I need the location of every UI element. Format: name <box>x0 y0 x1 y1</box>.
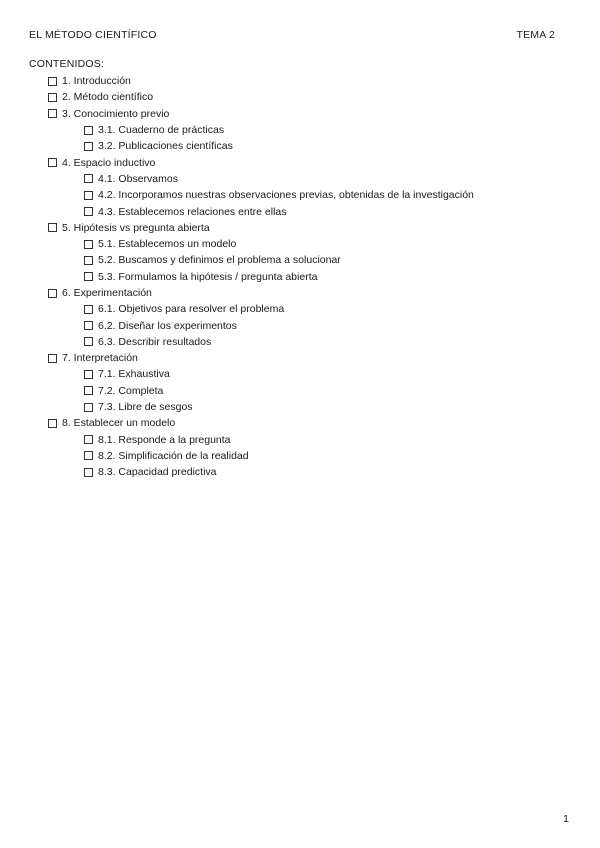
toc-subsection <box>0 432 600 448</box>
checkbox[interactable] <box>84 468 93 477</box>
checkbox[interactable] <box>84 386 93 395</box>
checkbox[interactable] <box>84 240 93 249</box>
page-number: 1 <box>563 813 569 825</box>
checkbox[interactable] <box>48 158 57 167</box>
toc-item-label: 4. Espacio inductivo <box>62 156 156 169</box>
toc-subsection <box>0 203 600 219</box>
toc-subsection <box>0 252 600 268</box>
toc-item-label: 1. Introducción <box>62 75 131 88</box>
checkbox[interactable] <box>84 321 93 330</box>
checkbox[interactable] <box>84 191 93 200</box>
checkbox[interactable] <box>48 109 57 118</box>
toc-section <box>0 73 600 89</box>
contents-heading: CONTENIDOS: <box>29 58 105 70</box>
toc-item-label: 8.3. Capacidad predictiva <box>98 466 217 479</box>
toc-subsection <box>0 122 600 138</box>
toc-item-label: 5.1. Establecemos un modelo <box>98 238 237 251</box>
toc-section <box>0 220 600 236</box>
toc-item-label: 5.2. Buscamos y definimos el problema a solucionar <box>98 254 341 267</box>
toc-item-label: 7.3. Libre de sesgos <box>98 401 193 414</box>
toc-section <box>0 415 600 431</box>
checkbox[interactable] <box>84 435 93 444</box>
checkbox[interactable] <box>84 370 93 379</box>
toc-subsection <box>0 138 600 154</box>
checkbox[interactable] <box>84 126 93 135</box>
toc-section <box>0 154 600 170</box>
toc-item-label: 3.1. Cuaderno de prácticas <box>98 124 225 137</box>
toc-subsection <box>0 301 600 317</box>
toc-item-label: 6.3. Describir resultados <box>98 335 212 348</box>
toc-item-label: 2. Método científico <box>62 91 154 104</box>
toc-subsection <box>0 171 600 187</box>
checkbox[interactable] <box>48 354 57 363</box>
page-header <box>29 29 555 43</box>
checkbox[interactable] <box>84 337 93 346</box>
toc-item-label: 8.2. Simplificación de la realidad <box>98 449 249 462</box>
checkbox[interactable] <box>48 77 57 86</box>
toc-subsection <box>0 464 600 480</box>
checkbox[interactable] <box>84 403 93 412</box>
toc-item-label: 7.1. Exhaustiva <box>98 368 170 381</box>
toc-subsection <box>0 269 600 285</box>
checkbox[interactable] <box>84 174 93 183</box>
toc-subsection <box>0 317 600 333</box>
toc-subsection <box>0 334 600 350</box>
toc-section <box>0 350 600 366</box>
toc-subsection <box>0 236 600 252</box>
toc-subsection <box>0 366 600 382</box>
topic-label: TEMA 2 <box>516 29 555 41</box>
toc-item-label: 5.3. Formulamos la hipótesis / pregunta abierta <box>98 270 318 283</box>
toc-item-label: 6. Experimentación <box>62 287 152 299</box>
checkbox[interactable] <box>48 223 57 232</box>
toc-item-label: 3. Conocimiento previo <box>62 107 170 120</box>
checkbox[interactable] <box>84 142 93 151</box>
toc-subsection <box>0 399 600 415</box>
toc-item-label: 7. Interpretación <box>62 352 138 365</box>
table-of-contents <box>0 73 600 480</box>
checkbox[interactable] <box>84 272 93 281</box>
toc-subsection <box>0 448 600 464</box>
checkbox[interactable] <box>48 419 57 428</box>
toc-item-label: 4.1. Observamos <box>98 172 178 185</box>
toc-item-label: 3.2. Publicaciones científicas <box>98 140 233 153</box>
checkbox[interactable] <box>84 256 93 265</box>
toc-section <box>0 89 600 105</box>
document-title: EL MÉTODO CIENTÍFICO <box>29 29 157 41</box>
toc-item-label: 4.3. Establecemos relaciones entre ellas <box>98 205 287 218</box>
toc-item-label: 4.2. Incorporamos nuestras observaciones previas, obtenidas de la investigación <box>98 189 474 202</box>
toc-item-label: 6.1. Objetivos para resolver el problema <box>98 303 285 316</box>
toc-section <box>0 106 600 122</box>
toc-subsection <box>0 187 600 203</box>
checkbox[interactable] <box>84 207 93 216</box>
toc-subsection <box>0 383 600 399</box>
checkbox[interactable] <box>48 93 57 102</box>
toc-item-label: 7.2. Completa <box>98 384 164 397</box>
checkbox[interactable] <box>48 289 57 298</box>
toc-item-label: 6.2. Diseñar los experimentos <box>98 319 237 332</box>
toc-item-label: 8.1. Responde a la pregunta <box>98 433 231 446</box>
toc-item-label: 5. Hipótesis vs pregunta abierta <box>62 221 210 234</box>
toc-section <box>0 285 600 301</box>
checkbox[interactable] <box>84 305 93 314</box>
toc-item-label: 8. Establecer un modelo <box>62 417 176 430</box>
checkbox[interactable] <box>84 451 93 460</box>
